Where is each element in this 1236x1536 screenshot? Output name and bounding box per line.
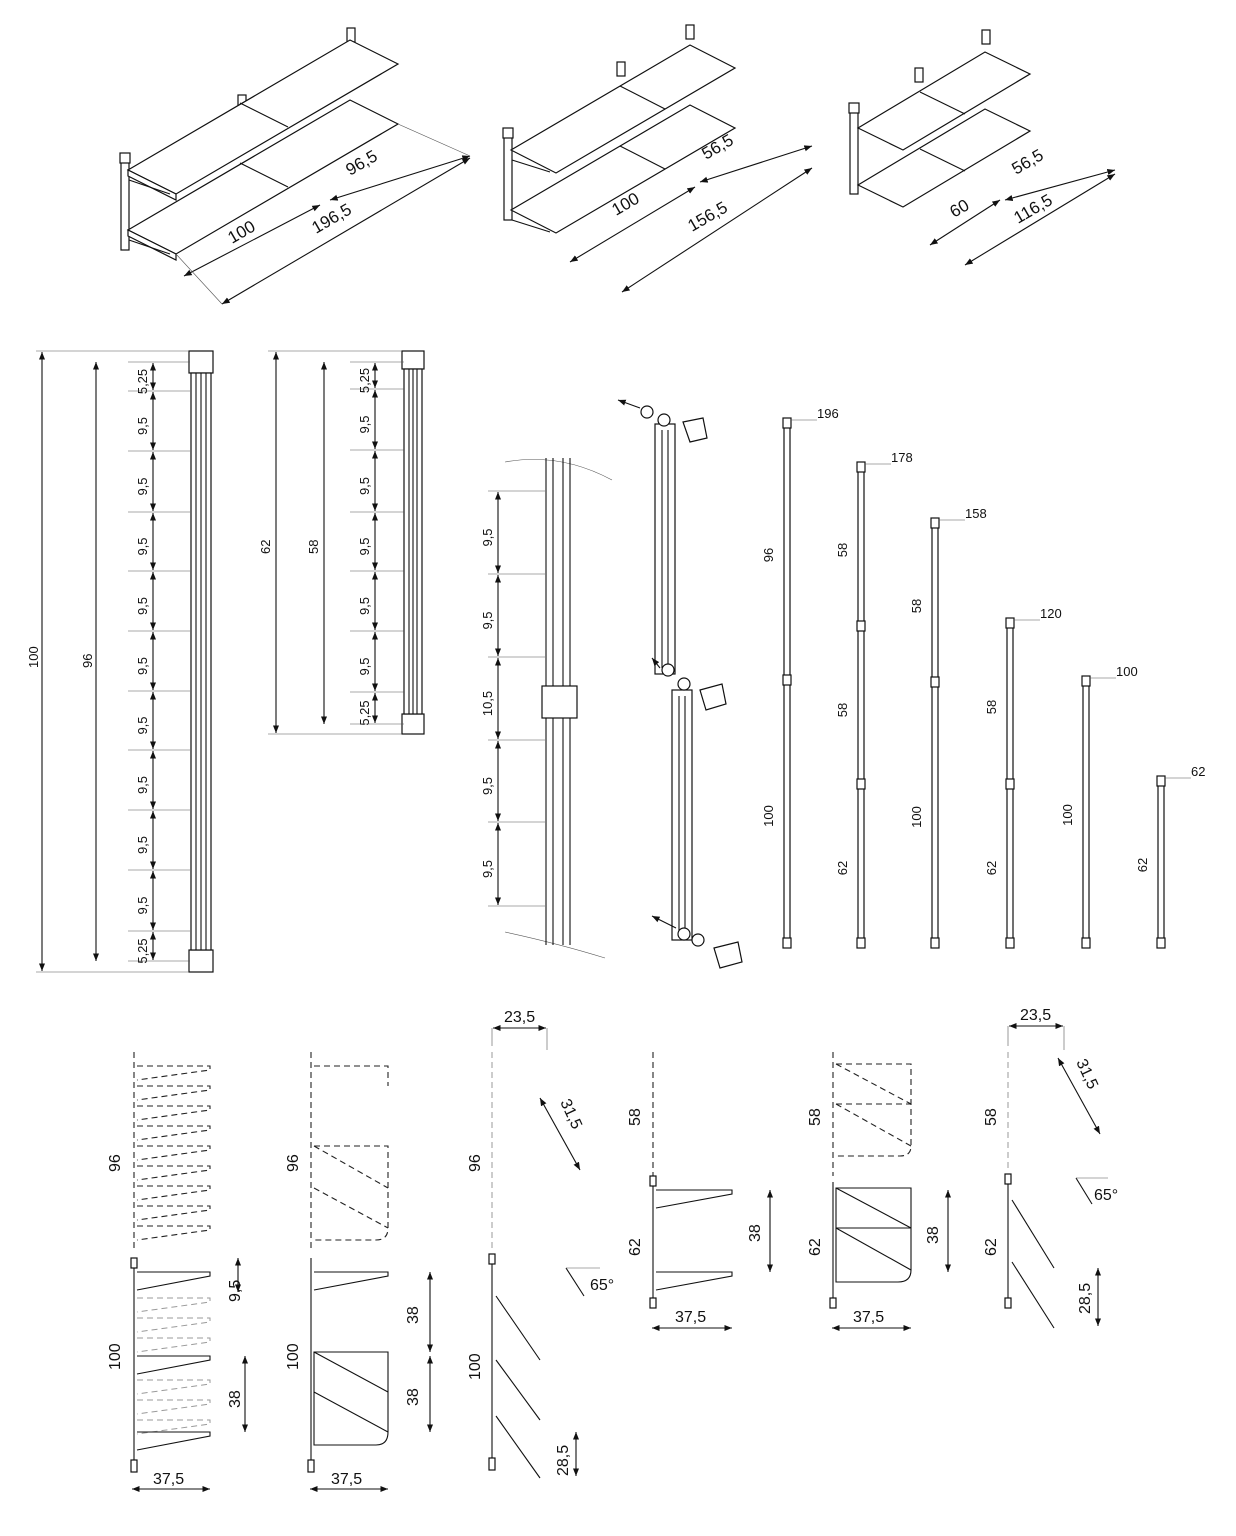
dim-label: 28,5 <box>1077 1282 1094 1314</box>
segment-label: 9,5 <box>357 537 372 556</box>
segment-label: 9,5 <box>135 416 150 436</box>
dim-label: 62 <box>983 1238 1000 1256</box>
rail-100-drawing <box>26 351 213 972</box>
upright-part-label: 96 <box>761 547 776 563</box>
bracket-config-5 <box>807 1052 948 1328</box>
upright-height-label: 178 <box>891 450 913 465</box>
dim-label: 96 <box>285 1154 302 1172</box>
rail-joint-detail <box>480 458 612 958</box>
dim-label: 58 <box>807 1108 824 1126</box>
dim-label: 38 <box>405 1388 422 1406</box>
dim-label: 100 <box>107 1343 124 1370</box>
bracket-config-6 <box>983 1007 1118 1328</box>
dim-label: 37,5 <box>153 1471 185 1488</box>
dim-label: 96,5 <box>342 146 381 180</box>
segment-label: 9,5 <box>135 775 150 795</box>
segment-label: 9,5 <box>135 537 150 556</box>
segment-label: 9,5 <box>480 776 495 796</box>
bracket-config-1 <box>107 1052 245 1489</box>
dim-label: 56,5 <box>1008 145 1047 179</box>
segment-label: 10,5 <box>480 690 495 717</box>
segment-label: 9,5 <box>135 896 150 915</box>
upright-part-label: 100 <box>1060 804 1075 826</box>
dim-label: 196,5 <box>308 199 355 238</box>
upright-set <box>761 406 1205 948</box>
upright-5 <box>1060 664 1138 948</box>
upright-3 <box>909 506 987 948</box>
dim-label: 156,5 <box>684 197 731 236</box>
exploded-connector-view <box>618 400 742 968</box>
dim-label: 100 <box>285 1343 302 1370</box>
dim-label: 9,5 <box>227 1279 244 1302</box>
dim-label: 23,5 <box>504 1009 536 1026</box>
dim-label: 37,5 <box>675 1309 707 1326</box>
segment-label: 5,25 <box>357 367 372 394</box>
dim-label: 100 <box>608 188 643 220</box>
upright-part-label: 100 <box>909 806 924 828</box>
dim-label: 31,5 <box>556 1096 585 1132</box>
dim-label: 100 <box>467 1353 484 1380</box>
dim-label: 37,5 <box>853 1309 885 1326</box>
dim-label: 58 <box>983 1108 1000 1126</box>
bracket-config-4 <box>627 1052 770 1328</box>
shelf-unit-small <box>849 30 1115 265</box>
bracket-config-3 <box>467 1009 614 1478</box>
dim-label: 100 <box>26 646 41 668</box>
bracket-config-2 <box>285 1052 430 1489</box>
segment-label: 9,5 <box>357 476 372 496</box>
segment-label: 9,5 <box>135 835 150 855</box>
upright-part-label: 58 <box>984 699 999 715</box>
upright-height-label: 120 <box>1040 606 1062 621</box>
dim-label: 31,5 <box>1072 1056 1101 1092</box>
upright-part-label: 58 <box>835 702 850 718</box>
dim-label: 116,5 <box>1010 190 1056 228</box>
segment-label: 9,5 <box>135 596 150 616</box>
segment-label: 5,25 <box>135 938 150 964</box>
segment-label: 9,5 <box>357 415 372 434</box>
rail-62-drawing <box>258 351 424 734</box>
upright-part-label: 62 <box>835 860 850 876</box>
segment-label: 9,5 <box>135 656 150 676</box>
upright-height-label: 62 <box>1191 764 1206 779</box>
upright-part-label: 58 <box>835 542 850 558</box>
upright-2 <box>835 450 913 948</box>
dim-label: 38 <box>925 1226 942 1244</box>
dim-label: 62 <box>807 1238 824 1256</box>
dim-label: 96 <box>80 653 95 668</box>
shelf-unit-large <box>120 28 470 304</box>
dim-label: 23,5 <box>1020 1007 1052 1024</box>
upright-part-label: 62 <box>1135 857 1150 873</box>
dim-label: 38 <box>747 1224 764 1242</box>
dim-label: 100 <box>224 216 259 248</box>
segment-label: 9,5 <box>480 611 495 630</box>
dim-label: 58 <box>627 1108 644 1126</box>
dim-label: 62 <box>258 539 273 554</box>
dim-label: 28,5 <box>555 1444 572 1476</box>
dim-label: 65° <box>1094 1187 1119 1204</box>
upright-height-label: 196 <box>817 406 839 421</box>
upright-part-label: 62 <box>984 860 999 876</box>
upright-part-label: 58 <box>909 598 924 614</box>
upright-height-label: 158 <box>965 506 987 521</box>
dim-label: 65° <box>590 1277 615 1294</box>
dim-label: 56,5 <box>698 130 737 164</box>
dim-label: 58 <box>306 539 321 554</box>
segment-label: 9,5 <box>480 859 495 879</box>
dim-label: 37,5 <box>331 1471 363 1488</box>
upright-height-label: 100 <box>1116 664 1138 679</box>
upright-part-label: 100 <box>761 805 776 827</box>
segment-label: 9,5 <box>357 657 372 676</box>
shelf-unit-medium <box>503 25 812 292</box>
upright-6 <box>1135 764 1205 948</box>
segment-label: 9,5 <box>135 716 150 735</box>
segment-label: 5,25 <box>135 368 150 395</box>
dim-label: 38 <box>227 1390 244 1408</box>
dim-label: 96 <box>467 1154 484 1172</box>
upright-1 <box>761 406 839 948</box>
dim-label: 60 <box>946 195 973 222</box>
segment-label: 9,5 <box>357 596 372 616</box>
segment-label: 5,25 <box>357 700 372 726</box>
dim-label: 62 <box>627 1238 644 1256</box>
dim-label: 96 <box>107 1154 124 1172</box>
upright-4 <box>984 606 1062 948</box>
segment-label: 9,5 <box>480 528 495 547</box>
segment-label: 9,5 <box>135 477 150 496</box>
dim-label: 38 <box>405 1306 422 1324</box>
